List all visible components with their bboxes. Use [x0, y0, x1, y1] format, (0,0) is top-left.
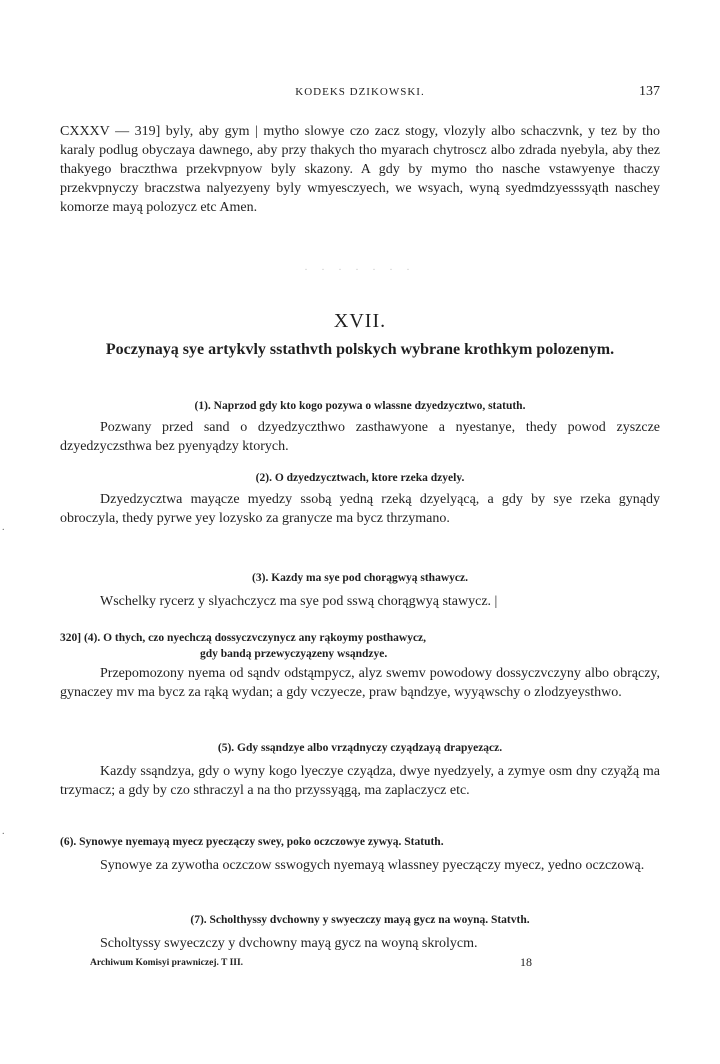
article-text-6: Synowye za zywotha oczczow sswogych nyemayą wlassney pyeczączy myecz, yedno oczczową. — [100, 858, 645, 873]
article-heading-4-line1: 320] (4). O thych, czo nyechczą dossyczvczynycz any rąkoymy posthawycz, — [60, 632, 427, 644]
signature-mark: 18 — [520, 955, 532, 969]
running-header — [60, 84, 660, 104]
chapter-number: XVII. — [333, 310, 387, 332]
article-text-2: Dzyedzycztwa mayącze myedzy ssobą yedną rzeką dzyelyącą, a gdy by sye rzeka gynądy obroczyla, thedy pyrwe yey lozysko za granycze ma bycz thrzymano. — [60, 492, 660, 526]
article-text-3: Wschelky rycerz y slyachczycz ma sye pod sswą chorągwyą stawycz. | — [100, 594, 498, 609]
article-heading-1: (1). Naprzod gdy kto kogo pozywa o wlassne dzyedzycztwo, statuth. — [194, 400, 526, 412]
article-heading-2: (2). O dzyedzycztwach, ktore rzeka dzyely. — [255, 472, 465, 484]
intro-paragraph: CXXXV — 319] byly, aby gym | mytho slowye czo zacz stogy, vlozyly albo schaczvnk, y tez by tho karaly podlug obyczaya dawnego, aby przy thakych tho myarach chytroscz albo zdrada nyebyla, aby thez thakyego braczthwa przekvpnyow byly skazony. A gdy by mymo tho nasche vstawyenye thaczy przekvpnyczy braczstwa nalyezyeny byly wmyesczyech, we wsyach, wyną syedmdzyesssyąth naschey komorze mayą polozycz etc Amen. — [60, 124, 660, 215]
article-text-1: Pozwany przed sand o dzyedzyczthwo zasthawyone a nyestanye, thedy powod zyszcze dzyedzyczsthwa bez pyenyądzy ktorych. — [60, 420, 660, 454]
faint-dots: . . . . . . . — [304, 262, 416, 273]
article-text-4: Przepomozony nyema od sąndv odstąmpycz, alyz swemv powodowy dossyczvczyny albo obrączy, gynaczey mv ma bycz za rąką wydan; a gdy vczyecze, praw bąndzye, wyyąwschy o zlodzyeysthwo. — [60, 666, 660, 700]
footer-source: Archiwum Komisyi prawniczej. T III. — [90, 958, 244, 968]
margin-mark: . — [2, 522, 5, 533]
article-text-7: Scholtyssy swyeczczy y dvchowny mayą gycz na woyną skrolycm. — [100, 936, 478, 951]
running-title: KODEKS DZIKOWSKI. — [295, 86, 425, 98]
article-heading-6: (6). Synowye nyemayą myecz pyeczączy swey, poko oczczowye zywyą. Statuth. — [60, 836, 444, 848]
article-heading-7: (7). Scholthyssy dvchowny y swyeczczy mayą gycz na woyną. Statvth. — [190, 914, 530, 926]
article-heading-3: (3). Kazdy ma sye pod chorągwyą sthawycz. — [252, 572, 468, 584]
margin-mark: . — [2, 826, 5, 837]
page-number: 137 — [639, 84, 660, 99]
chapter-title: Poczynayą sye artykvly sstathvth polskych wybrane krothkym polozenym. — [105, 341, 615, 358]
article-heading-5: (5). Gdy ssąndzye albo vrządnyczy czyądzayą drapyezącz. — [217, 742, 503, 754]
article-text-5: Kazdy ssąndzya, gdy o wyny kogo lyeczye czyądza, dwye nyedzyely, a zymye osm dny czyąžą ma trzymacz; a gdy by czo sthraczyl a na tho przyssyągą, ma zaplaczycz etc. — [60, 764, 660, 798]
article-heading-4 — [60, 630, 660, 662]
article-heading-4-line2: gdy bandą przewyczyązeny wsąndzye. — [200, 648, 388, 660]
